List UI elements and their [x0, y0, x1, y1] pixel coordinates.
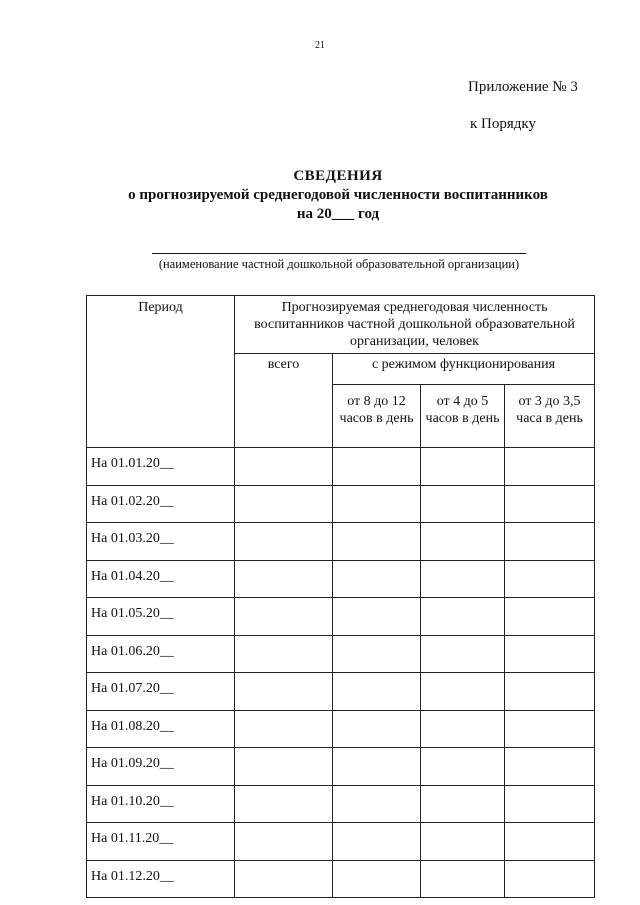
mode-8-12-cell[interactable]: [333, 560, 421, 598]
page-number: 21: [315, 40, 325, 51]
mode-3-3-5-cell[interactable]: [505, 635, 595, 673]
total-cell[interactable]: [235, 673, 333, 711]
title-subject: о прогнозируемой среднегодовой численности воспитанников: [128, 187, 548, 203]
title-year: на 20___ год: [296, 206, 380, 222]
period-cell: На 01.07.20__: [87, 673, 235, 711]
forecast-table: [86, 295, 595, 898]
mode-4-5-cell[interactable]: [421, 823, 505, 861]
total-cell[interactable]: [235, 860, 333, 898]
mode-column-4-5: от 4 до 5 часов в день: [421, 385, 505, 448]
mode-3-3-5-cell[interactable]: [505, 485, 595, 523]
total-cell[interactable]: [235, 635, 333, 673]
period-cell: На 01.02.20__: [87, 485, 235, 523]
mode-3-3-5-cell[interactable]: [505, 673, 595, 711]
period-cell: На 01.05.20__: [87, 598, 235, 636]
total-cell[interactable]: [235, 710, 333, 748]
forecast-header: Прогнозируемая среднегодовая численность воспитанников частной дошкольной образовательной организации, человек: [235, 296, 595, 354]
mode-3-3-5-cell[interactable]: [505, 523, 595, 561]
mode-4-5-cell[interactable]: [421, 785, 505, 823]
total-cell[interactable]: [235, 448, 333, 486]
mode-8-12-cell[interactable]: [333, 635, 421, 673]
total-cell[interactable]: [235, 823, 333, 861]
total-cell[interactable]: [235, 598, 333, 636]
org-name-caption: (наименование частной дошкольной образовательной организации): [158, 257, 520, 271]
table-row: [87, 523, 595, 561]
table-row: [87, 598, 595, 636]
mode-8-12-cell[interactable]: [333, 860, 421, 898]
table-row: [87, 448, 595, 486]
mode-4-5-cell[interactable]: [421, 710, 505, 748]
mode-3-3-5-cell[interactable]: [505, 560, 595, 598]
mode-3-3-5-cell[interactable]: [505, 823, 595, 861]
org-name-line[interactable]: [152, 253, 526, 254]
table-row: [87, 748, 595, 786]
mode-8-12-cell[interactable]: [333, 485, 421, 523]
period-cell: На 01.08.20__: [87, 710, 235, 748]
mode-8-12-cell[interactable]: [333, 598, 421, 636]
mode-4-5-cell[interactable]: [421, 598, 505, 636]
mode-header: с режимом функционирования: [333, 354, 595, 385]
mode-8-12-cell[interactable]: [333, 785, 421, 823]
mode-3-3-5-cell[interactable]: [505, 710, 595, 748]
table-row: [87, 485, 595, 523]
table-body: [87, 448, 595, 898]
period-cell: На 01.06.20__: [87, 635, 235, 673]
period-cell: На 01.04.20__: [87, 560, 235, 598]
mode-3-3-5-cell[interactable]: [505, 748, 595, 786]
table-row: [87, 635, 595, 673]
mode-8-12-cell[interactable]: [333, 710, 421, 748]
mode-column-3-3-5: от 3 до 3,5 часа в день: [505, 385, 595, 448]
mode-4-5-cell[interactable]: [421, 485, 505, 523]
mode-3-3-5-cell[interactable]: [505, 448, 595, 486]
appendix-label: Приложение № 3: [468, 79, 578, 95]
mode-3-3-5-cell[interactable]: [505, 598, 595, 636]
mode-4-5-cell[interactable]: [421, 635, 505, 673]
period-cell: На 01.12.20__: [87, 860, 235, 898]
total-cell[interactable]: [235, 748, 333, 786]
mode-4-5-cell[interactable]: [421, 748, 505, 786]
period-cell: На 01.03.20__: [87, 523, 235, 561]
mode-4-5-cell[interactable]: [421, 448, 505, 486]
title-main: СВЕДЕНИЯ: [293, 168, 383, 184]
total-cell[interactable]: [235, 485, 333, 523]
table-row: [87, 785, 595, 823]
total-cell[interactable]: [235, 523, 333, 561]
mode-3-3-5-cell[interactable]: [505, 785, 595, 823]
period-cell: На 01.09.20__: [87, 748, 235, 786]
mode-8-12-cell[interactable]: [333, 823, 421, 861]
table-row: [87, 673, 595, 711]
total-cell[interactable]: [235, 560, 333, 598]
mode-8-12-cell[interactable]: [333, 748, 421, 786]
period-cell: На 01.11.20__: [87, 823, 235, 861]
appendix-to-order: к Порядку: [470, 116, 536, 132]
mode-4-5-cell[interactable]: [421, 673, 505, 711]
mode-8-12-cell[interactable]: [333, 673, 421, 711]
period-cell: На 01.10.20__: [87, 785, 235, 823]
table-row: [87, 560, 595, 598]
table-row: [87, 823, 595, 861]
mode-4-5-cell[interactable]: [421, 560, 505, 598]
mode-8-12-cell[interactable]: [333, 448, 421, 486]
total-cell[interactable]: [235, 785, 333, 823]
period-cell: На 01.01.20__: [87, 448, 235, 486]
mode-3-3-5-cell[interactable]: [505, 860, 595, 898]
mode-column-8-12: от 8 до 12 часов в день: [333, 385, 421, 448]
mode-4-5-cell[interactable]: [421, 860, 505, 898]
table-row: [87, 860, 595, 898]
mode-8-12-cell[interactable]: [333, 523, 421, 561]
period-header: Период: [87, 296, 235, 448]
table-row: [87, 710, 595, 748]
document-title: [0, 167, 640, 224]
total-header: всего: [235, 354, 333, 448]
mode-4-5-cell[interactable]: [421, 523, 505, 561]
